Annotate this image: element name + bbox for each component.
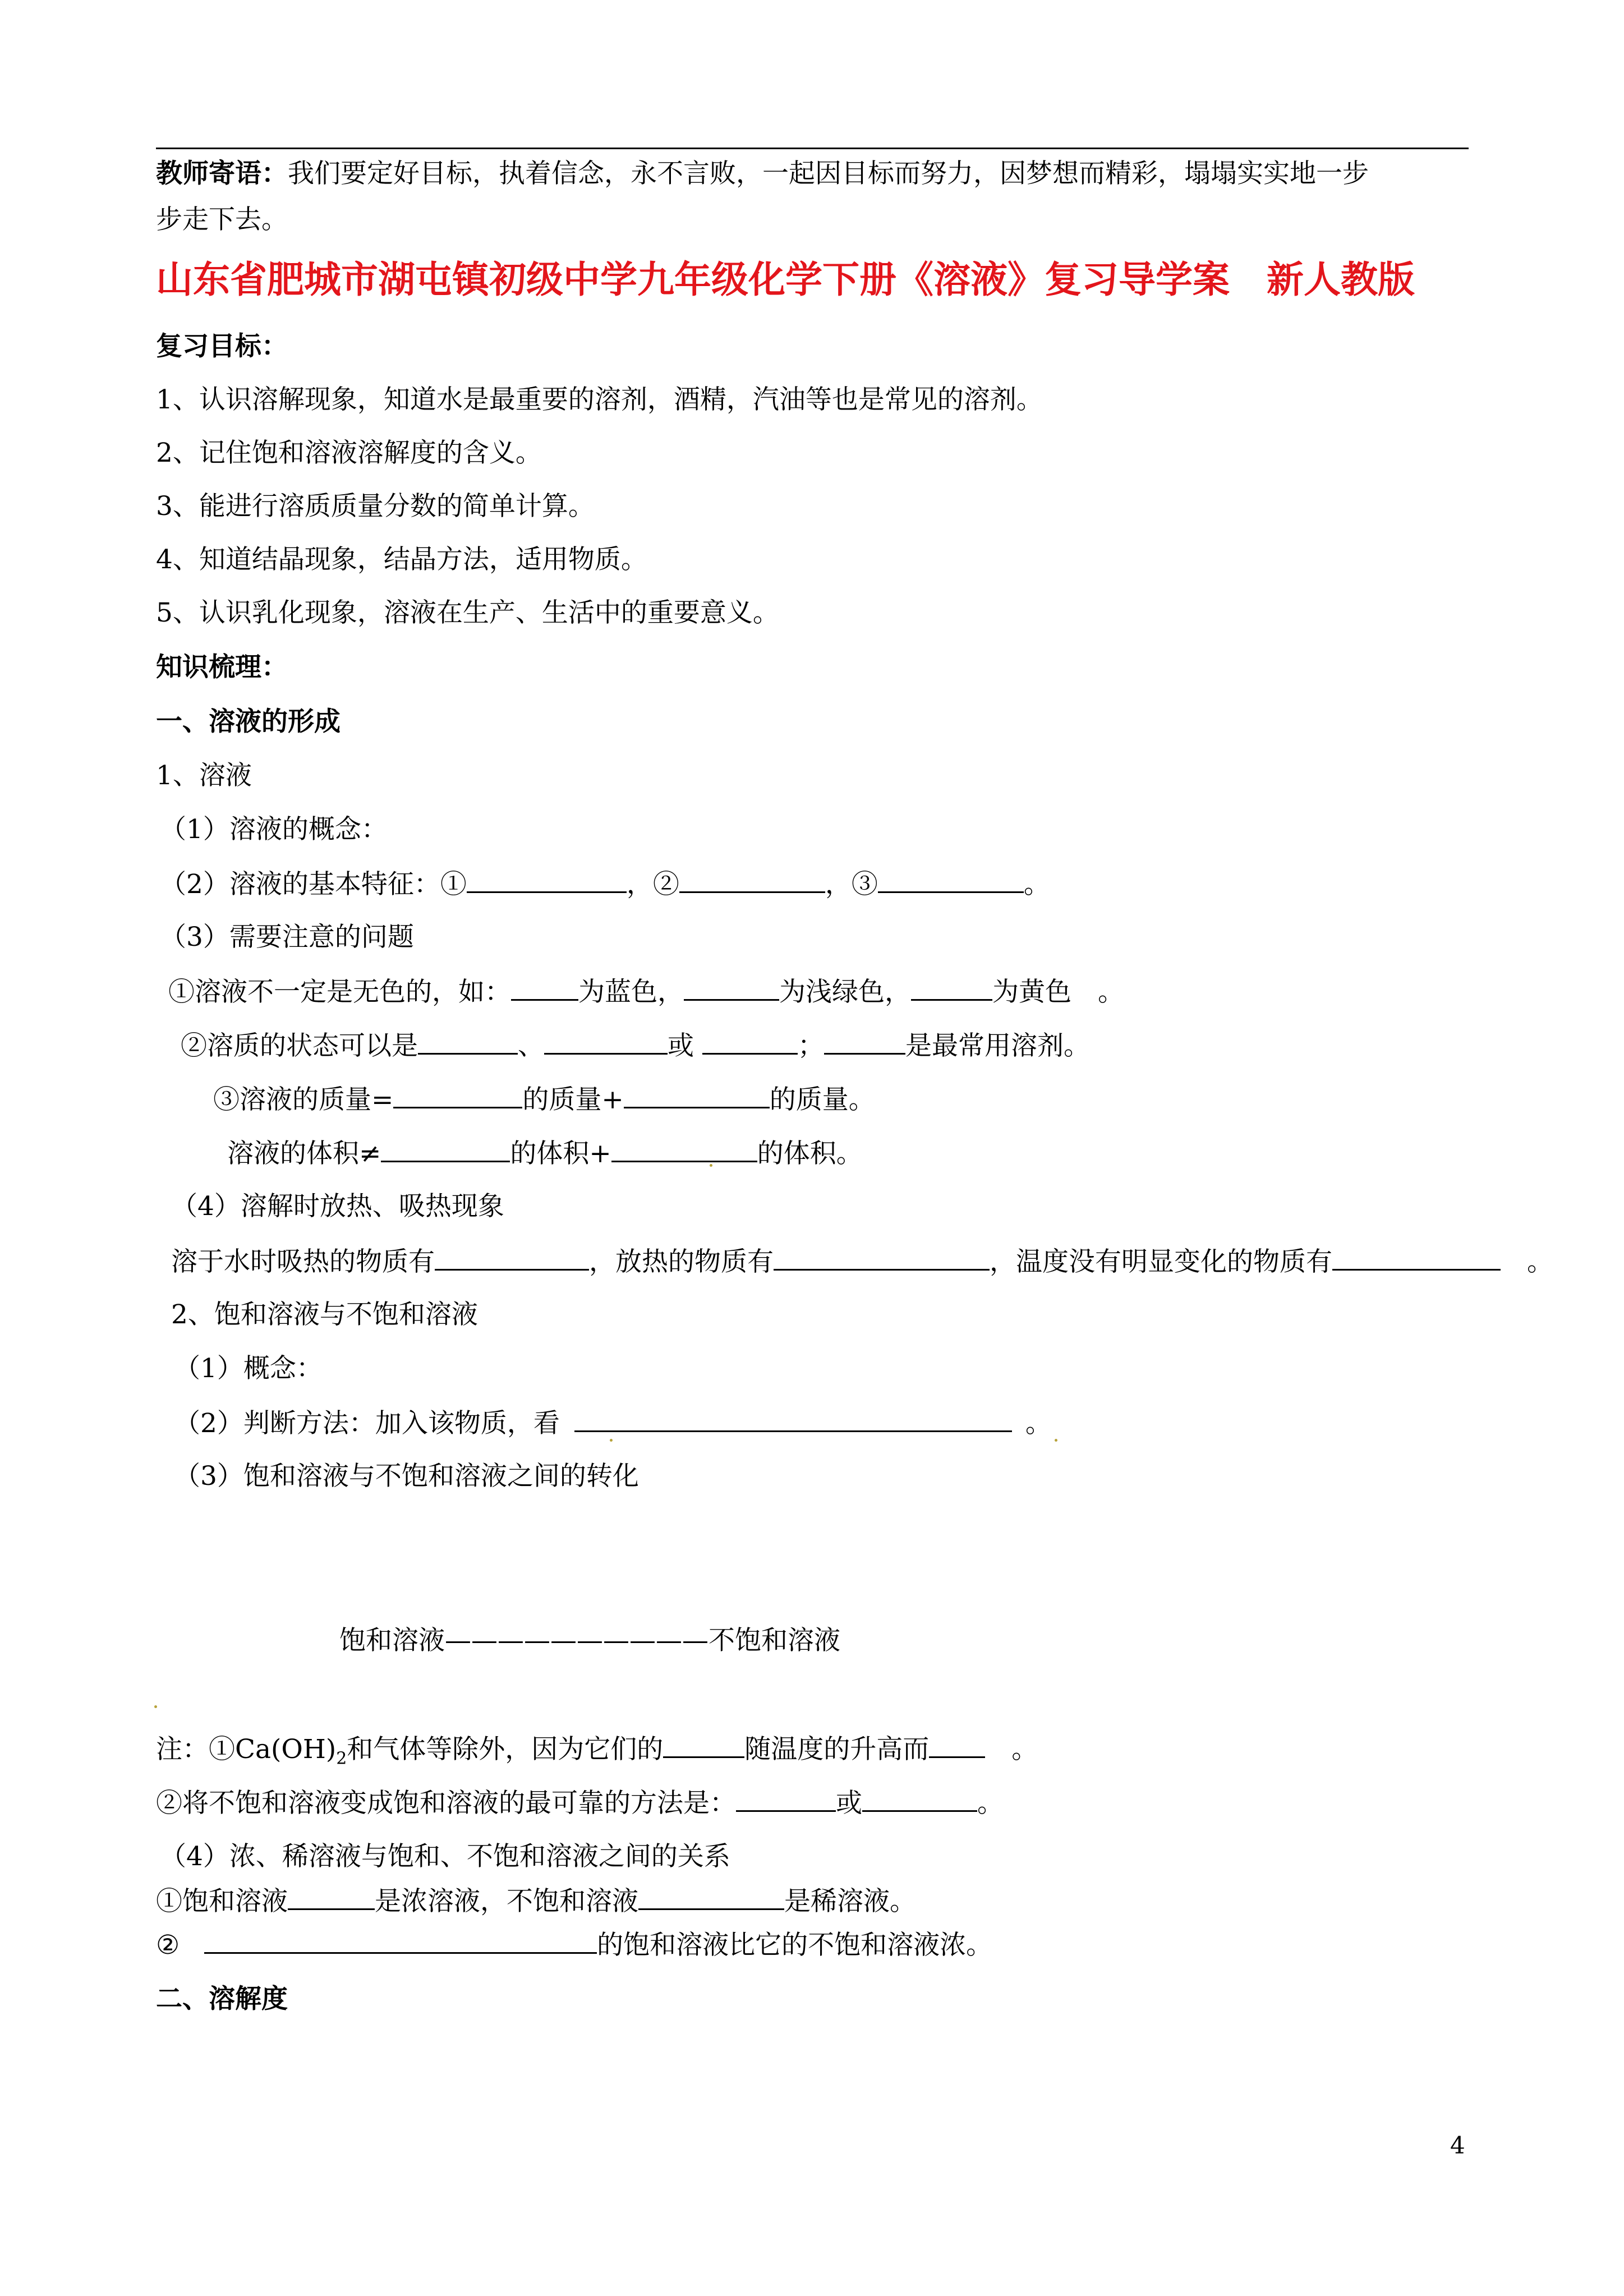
scan-speck [710,1164,712,1167]
state-text-a: ②溶质的状态可以是 [181,1030,418,1061]
section-2-heading: 二、溶解度 [156,1984,288,2014]
color-text-b: 为蓝色， [578,977,684,1007]
volume-text-b: 的体积+ [510,1138,611,1169]
judge-blank [574,1406,1012,1432]
convert-diagram-line: 饱和溶液——————————不饱和溶液 [339,1625,840,1656]
feature-blank-2 [679,867,825,893]
mass-text-a: ③溶液的质量= [213,1084,394,1115]
features-text-b: ，② [626,869,679,900]
volume-note [227,1136,863,1171]
note1-text-a: 注：①Ca(OH) [156,1734,337,1765]
heat-text-b: ，放热的物质有 [589,1246,774,1277]
color-blank-green [684,974,779,1001]
color-text-a: ①溶液不一定是无色的，如： [168,977,511,1007]
teacher-message-text: 我们要定好目标，执着信念，永不言败，一起因目标而努力，因梦想而精彩，塌塌实实地一步 [288,158,1369,189]
page-number: 4 [1450,2132,1465,2159]
state-note [181,1028,1090,1063]
color-text-c: 为浅绿色， [779,977,911,1007]
state-blank-2 [544,1028,668,1055]
relation-2 [156,1927,992,1962]
judge-text-b: 。 [1025,1408,1052,1439]
notes-heading: （3）需要注意的问题 [160,922,414,953]
feature-blank-1 [467,867,627,893]
relation-heading: （4）浓、稀溶液与饱和、不饱和溶液之间的关系 [160,1841,730,1872]
mass-text-c: 的质量。 [769,1084,875,1115]
scan-speck [1055,1439,1057,1442]
state-blank-1 [418,1028,518,1055]
heat-blank-endothermic [435,1244,589,1271]
judge-text-a: （2）判断方法：加入该物质，看 [174,1408,560,1439]
volume-blank-1 [381,1136,510,1162]
subsection-solution: 1、溶液 [156,760,252,791]
features-text-c: ，③ [825,869,878,900]
note-2 [156,1786,1004,1820]
heat-blank-exothermic [774,1244,990,1271]
state-text-b: 、 [518,1030,544,1061]
heat-blank-neutral [1332,1244,1501,1271]
heat-text-c: ，温度没有明显变化的物质有 [990,1246,1332,1277]
relation1-text-b: 是浓溶液，不饱和溶液 [375,1886,638,1917]
heat-text-a: 溶于水时吸热的物质有 [171,1246,435,1277]
relation1-text-a: ①饱和溶液 [156,1886,288,1917]
volume-text-a: 溶液的体积≠ [227,1138,381,1169]
mass-text-b: 的质量+ [522,1084,624,1115]
relation2-text-a: ② [156,1930,180,1961]
color-blank-yellow [911,974,992,1001]
note1-text-c: 随温度的升高而 [744,1734,930,1765]
relation-1 [156,1884,916,1918]
note2-text-b: 或 [836,1788,862,1819]
note2-text-a: ②将不饱和溶液变成饱和溶液的最可靠的方法是： [156,1788,736,1819]
note-1 [156,1732,1038,1775]
note1-subscript: 2 [336,1749,347,1769]
state-text-c: 或 [668,1030,702,1061]
review-goal-2: 2、记住饱和溶液溶解度的含义。 [156,438,542,468]
heat-text-d: 。 [1501,1246,1553,1277]
mass-note [213,1082,875,1117]
review-goal-4: 4、知道结晶现象，结晶方法，适用物质。 [156,544,647,575]
volume-blank-2 [611,1136,757,1162]
features-text-d: 。 [1023,869,1050,900]
teacher-message-line-1 [156,157,1369,191]
state-blank-solvent [824,1028,905,1055]
volume-text-c: 的体积。 [757,1138,863,1169]
relation1-blank-1 [288,1884,375,1910]
convert-heading: （3）饱和溶液与不饱和溶液之间的转化 [174,1461,639,1492]
note2-text-c: 。 [977,1788,1004,1819]
relation2-blank [204,1927,597,1954]
subsection-saturated: 2、饱和溶液与不饱和溶液 [171,1299,478,1330]
solution-features [160,867,1050,901]
state-blank-3 [702,1028,798,1055]
review-goal-1: 1、认识溶解现象，知道水是最重要的溶剂，酒精，汽油等也是常见的溶剂。 [156,384,1043,415]
note2-blank-2 [862,1786,977,1812]
state-text-e: 是最常用溶剂。 [905,1030,1090,1061]
header-rule [156,148,1469,149]
scan-speck [154,1705,157,1708]
saturated-concept: （1）概念： [174,1353,323,1384]
color-blank-blue [511,974,578,1001]
teacher-message-label: 教师寄语： [156,158,288,189]
review-goal-5: 5、认识乳化现象，溶液在生产、生活中的重要意义。 [156,597,779,628]
section-1-heading: 一、溶液的形成 [156,706,341,737]
note1-blank-2 [929,1732,985,1758]
note1-text-d: 。 [985,1734,1038,1765]
heat-note [171,1244,1553,1279]
mass-blank-1 [393,1082,522,1108]
heat-heading: （4）溶解时放热、吸热现象 [171,1191,504,1222]
note1-blank-1 [663,1732,744,1758]
judge-method [174,1406,1052,1441]
relation2-text-b: 的饱和溶液比它的不饱和溶液浓。 [597,1930,993,1961]
relation1-blank-2 [638,1884,784,1910]
note2-blank-1 [736,1786,836,1812]
mass-blank-2 [624,1082,770,1108]
feature-blank-3 [878,867,1024,893]
color-note [168,974,1124,1009]
review-goal-3: 3、能进行溶质质量分数的简单计算。 [156,491,595,522]
solution-concept: （1）溶液的概念： [160,814,388,845]
scan-speck [610,1439,613,1442]
note1-text-b: 和气体等除外，因为它们的 [347,1734,664,1765]
knowledge-heading: 知识梳理： [156,652,288,683]
teacher-message-line-2: 步走下去。 [156,204,288,235]
color-text-d: 为黄色 。 [992,977,1124,1007]
review-goals-heading: 复习目标： [156,331,288,362]
state-text-d: ； [797,1030,824,1061]
document-title: 山东省肥城市湖屯镇初级中学九年级化学下册《溶液》复习导学案 新人教版 [156,257,1415,301]
features-text-a: （2）溶液的基本特征：① [160,869,467,900]
relation1-text-c: 是稀溶液。 [784,1886,916,1917]
